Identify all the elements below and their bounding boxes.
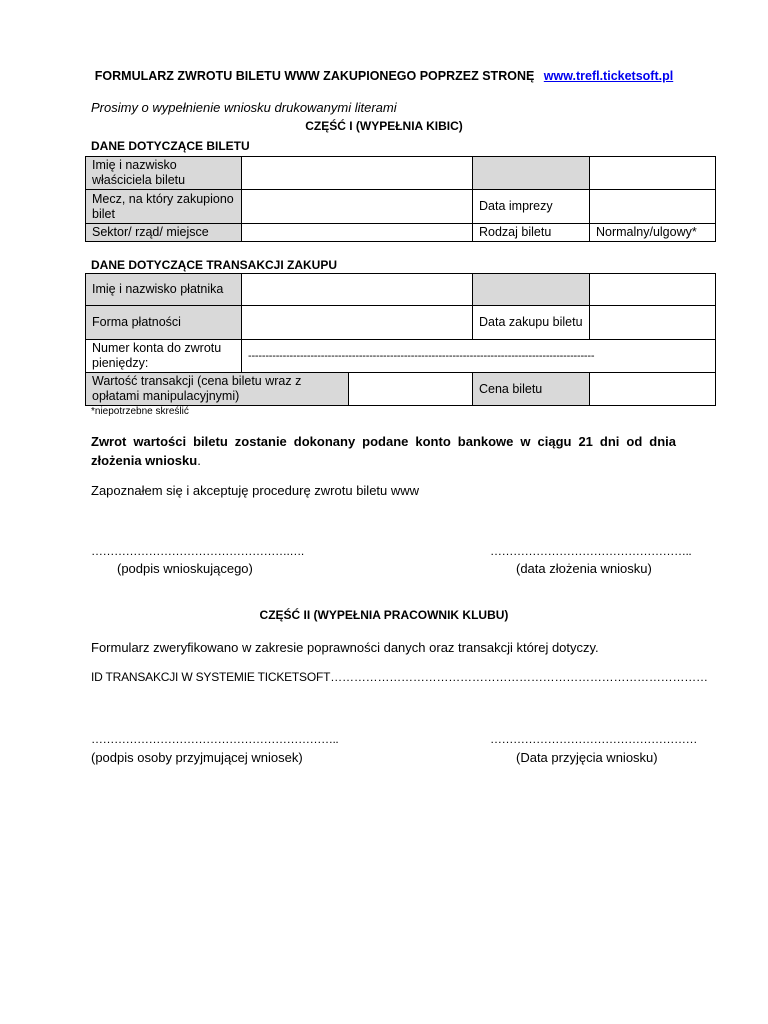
ticket-price-field[interactable]	[590, 373, 716, 406]
table-row	[86, 190, 716, 224]
event-date-field[interactable]	[590, 190, 716, 224]
intro-text: Prosimy o wypełnienie wniosku drukowanymi literami	[91, 100, 397, 115]
match-label: Mecz, na który zakupiono bilet	[86, 190, 242, 224]
part1-title: CZĘŚĆ I (WYPEŁNIA KIBIC)	[305, 119, 463, 133]
application-date-line[interactable]: ……………………………………………..	[490, 544, 692, 558]
purchase-date-field[interactable]	[590, 306, 716, 340]
applicant-signature-line[interactable]: …………………………………………….….	[91, 544, 304, 558]
acceptance-date-caption: (Data przyjęcia wniosku)	[516, 750, 658, 765]
owner-name-label: Imię i nazwisko właściciela biletu	[86, 157, 242, 190]
owner-name-field[interactable]	[242, 157, 473, 190]
refund-notice	[91, 432, 676, 470]
blank-value-field[interactable]	[590, 157, 716, 190]
table-row	[86, 157, 716, 190]
transaction-id-line[interactable]: ID TRANSAKCJI W SYSTEMIE TICKETSOFT……………………………………………………………………………………	[91, 670, 708, 684]
blank-label-cell	[473, 274, 590, 306]
applicant-signature-caption: (podpis wnioskującego)	[117, 561, 253, 576]
acceptance-date-line[interactable]: ………………………………………………	[490, 732, 697, 746]
footnote: *niepotrzebne skreślić	[91, 406, 189, 417]
bank-account-field[interactable]: ----------------------------------------------------------------------------------------------------	[242, 340, 716, 373]
ticket-type-label: Rodzaj biletu	[473, 224, 590, 242]
part2-title: CZĘŚĆ II (WYPEŁNIA PRACOWNIK KLUBU)	[259, 608, 509, 622]
ticket-data-table	[85, 156, 716, 242]
blank-value-field[interactable]	[590, 274, 716, 306]
table-row	[86, 306, 716, 340]
table-row	[86, 224, 716, 242]
purchase-date-label: Data zakupu biletu	[473, 306, 590, 340]
seat-label: Sektor/ rząd/ miejsce	[86, 224, 242, 242]
staff-signature-caption: (podpis osoby przyjmującej wniosek)	[91, 750, 303, 765]
transaction-data-table	[85, 273, 716, 406]
ticket-type-value[interactable]: Normalny/ulgowy*	[590, 224, 716, 242]
transaction-value-label: Wartość transakcji (cena biletu wraz z opłatami manipulacyjnymi)	[86, 373, 349, 406]
transaction-section-heading: DANE DOTYCZĄCE TRANSAKCJI ZAKUPU	[91, 258, 338, 272]
refund-notice-period: .	[197, 453, 201, 468]
verification-statement: Formularz zweryfikowano w zakresie poprawności danych oraz transakcji której dotyczy.	[91, 640, 599, 655]
form-title-text: FORMULARZ ZWROTU BILETU WWW ZAKUPIONEGO POPRZEZ STRONĘ	[94, 69, 535, 83]
acceptance-statement: Zapoznałem się i akceptuję procedurę zwrotu biletu www	[91, 483, 420, 498]
payer-name-label: Imię i nazwisko płatnika	[86, 274, 242, 306]
table-row	[86, 340, 716, 373]
seat-field[interactable]	[242, 224, 473, 242]
application-date-caption: (data złożenia wniosku)	[516, 561, 652, 576]
payer-name-field[interactable]	[242, 274, 473, 306]
payment-form-field[interactable]	[242, 306, 473, 340]
ticketsoft-link[interactable]: www.trefl.ticketsoft.pl	[543, 69, 674, 83]
event-date-label: Data imprezy	[473, 190, 590, 224]
bank-account-label: Numer konta do zwrotu pieniędzy:	[86, 340, 242, 373]
match-field[interactable]	[242, 190, 473, 224]
refund-notice-text: Zwrot wartości biletu zostanie dokonany podane konto bankowe w ciągu 21 dni od dnia złożenia wniosku	[91, 434, 676, 468]
ticket-section-heading: DANE DOTYCZĄCE BILETU	[91, 139, 250, 153]
staff-signature-line[interactable]: ………………………………………………………..	[91, 732, 339, 746]
payment-form-label: Forma płatności	[86, 306, 242, 340]
table-row	[86, 373, 716, 406]
blank-label-cell	[473, 157, 590, 190]
transaction-value-field[interactable]	[349, 373, 473, 406]
table-row	[86, 274, 716, 306]
ticket-price-label: Cena biletu	[473, 373, 590, 406]
form-title	[0, 69, 768, 83]
